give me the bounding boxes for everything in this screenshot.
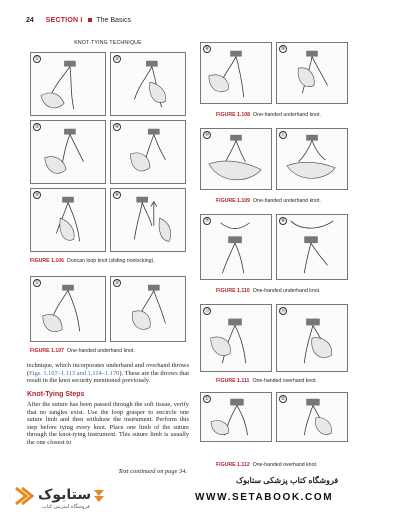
- panel-number: ⑧: [204, 46, 210, 52]
- panel-3: [30, 120, 106, 184]
- panel-number: ⑤: [34, 192, 40, 198]
- page-number: 24: [26, 17, 34, 24]
- figure-caption-1-111: FIGURE 1.111 One-handed overhand knot.: [216, 378, 318, 384]
- figure-title: KNOT-TYING TECHNIQUE: [74, 40, 142, 46]
- figure-reference-link[interactable]: Figs. 1.107–1.113 and 1.114–1.170: [29, 369, 120, 377]
- panel-number: ④: [114, 124, 120, 130]
- section-title: The Basics: [96, 17, 131, 24]
- panel-number: ⑪: [280, 132, 286, 138]
- panel-number: ⑦: [204, 218, 210, 224]
- panel-6: [110, 188, 186, 252]
- panel-9: [276, 42, 348, 104]
- panel-1: [200, 392, 272, 442]
- panel-7: [200, 214, 272, 280]
- svg-text:ستابوک: ستابوک: [38, 487, 92, 503]
- figure-caption-1-108: FIGURE 1.108 One-handed underhand knot.: [216, 112, 321, 118]
- section-label: SECTION I: [45, 17, 83, 24]
- panel-2: [276, 392, 348, 442]
- panel-number: ⑭: [280, 308, 286, 314]
- watermark-persian: فروشگاه کتاب پزشکی ستابوک: [236, 476, 339, 485]
- figure-caption-1-106: FIGURE 1.106 Duncan loop knot (sliding nonlocking).: [30, 258, 155, 264]
- panel-1: [30, 276, 106, 342]
- panel-number: ⑨: [280, 46, 286, 52]
- panel-8: [200, 42, 272, 104]
- panel-2: [110, 52, 186, 116]
- panel-number: ①: [34, 280, 40, 286]
- panel-2: [110, 276, 186, 342]
- panel-number: ⑩: [204, 132, 210, 138]
- body-paragraph-2: After the suture has been passed through the soft tissue, verify that no tangles exist. Use the loop grasper to encircle one suture limb and then withdraw the instrument. Perform this step before tying every knot. Place one limb of the suture through the knot-tying instrument. This suture limb is usually the one closest to: [27, 401, 189, 446]
- page-header: [26, 17, 131, 24]
- svg-text:فروشگاه اینترنتی کتاب: فروشگاه اینترنتی کتاب: [42, 504, 90, 510]
- panel-number: ⑧: [280, 218, 286, 224]
- panel-13: [200, 304, 272, 372]
- body-paragraph-1: technique, which incorporates underhand and overhand throws (Figs. 1.107–1.113 and 1.114–1.170). These are the throws that result in the knot security mentioned previously.: [27, 362, 190, 385]
- subheading: Knot-Tying Steps: [27, 391, 85, 398]
- panel-1: [30, 52, 106, 116]
- panel-number: ⑥: [114, 192, 120, 198]
- watermark-url[interactable]: WWW.SETABOOK.COM: [195, 492, 334, 503]
- panel-number: ①: [204, 396, 210, 402]
- figure-caption-1-109: FIGURE 1.109 One-handed underhand knot.: [216, 198, 321, 204]
- panel-5: [30, 188, 106, 252]
- panel-8: [276, 214, 348, 280]
- figure-caption-1-112: FIGURE 1.112 One-handed overhand knot.: [216, 462, 318, 468]
- panel-number: ②: [280, 396, 286, 402]
- panel-14: [276, 304, 348, 372]
- panel-11: [276, 128, 348, 190]
- section-square-icon: [88, 18, 92, 22]
- setabook-logo: [12, 482, 122, 510]
- panel-number: ①: [34, 56, 40, 62]
- figure-caption-1-110: FIGURE 1.110 One-handed underhand knot.: [216, 288, 321, 294]
- panel-4: [110, 120, 186, 184]
- panel-number: ③: [34, 124, 40, 130]
- figure-caption-1-107: FIGURE 1.107 One-handed underhand knot.: [30, 348, 135, 354]
- panel-10: [200, 128, 272, 190]
- panel-number: ⑬: [204, 308, 210, 314]
- continued-note: Text continued on page 34.: [118, 468, 187, 475]
- panel-number: ②: [114, 280, 120, 286]
- panel-number: ②: [114, 56, 120, 62]
